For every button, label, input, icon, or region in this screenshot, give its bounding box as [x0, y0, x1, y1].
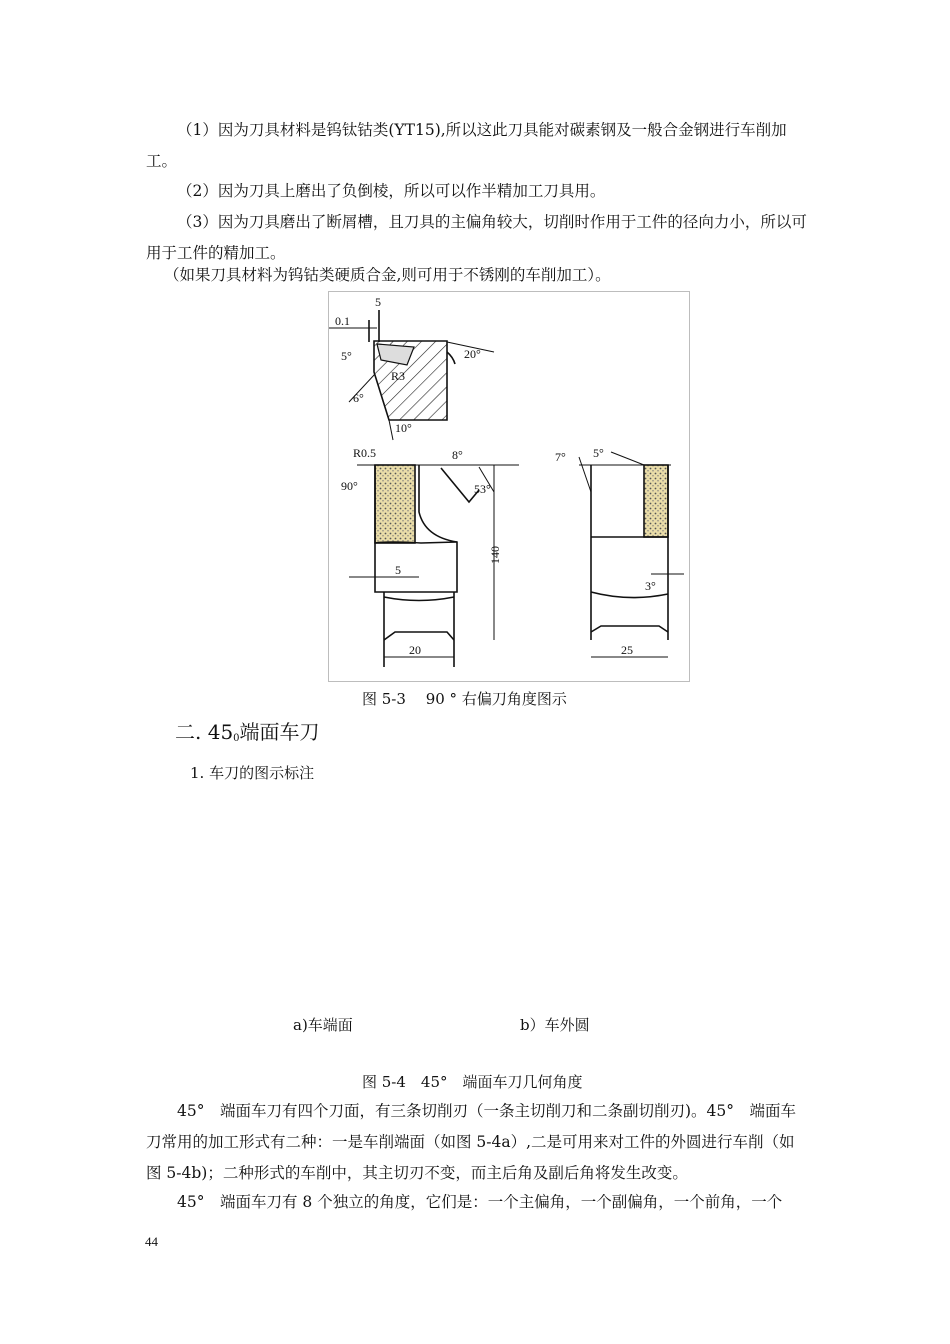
label-angle-5: 5° — [341, 349, 352, 363]
figure-5-4-caption: 图 5-4 45° 端面车刀几何角度 — [362, 1073, 583, 1091]
label-angle-10: 10° — [395, 421, 412, 435]
side-view — [579, 452, 684, 657]
label-angle-8: 8° — [452, 448, 463, 462]
paragraph-6: 45° 端面车刀有 8 个独立的角度，它们是：一个主偏角，一个副偏角，一个前角，一个 — [177, 1193, 783, 1211]
label-angle-7: 7° — [555, 450, 566, 464]
figure-5-4a-label: a)车端面 — [293, 1016, 353, 1034]
label-dim-140: 140 — [488, 546, 502, 564]
paragraph-3: （3）因为刀具磨出了断屑槽，且刀具的主偏角较大，切削时作用于工件的径向力小，所以可用于工件的精加工。 — [146, 213, 807, 262]
section-title: 二. $45_0$端面车刀 — [175, 720, 320, 744]
figure-5-4b-label: b）车外圆 — [520, 1016, 590, 1034]
label-dim-20: 20 — [409, 643, 421, 657]
paragraph-4: （如果刀具材料为钨钴类硬质合金,则可用于不锈刚的车削加工）。 — [164, 266, 611, 284]
label-radius-r05: R0.5 — [353, 446, 377, 460]
label-dim-5-bottom: 5 — [395, 563, 401, 577]
label-dim-25: 25 — [621, 643, 633, 657]
label-angle-53: 53° — [474, 482, 491, 496]
label-angle-90: 90° — [341, 479, 358, 493]
label-angle-6: 6° — [353, 391, 364, 405]
label-angle-20: 20° — [464, 347, 481, 361]
figure-5-3-drawing — [328, 291, 690, 682]
page-number: 44 — [145, 1234, 158, 1249]
label-angle-5-right: 5° — [593, 446, 604, 460]
paragraph-2: （2）因为刀具上磨出了负倒棱，所以可以作半精加工刀具用。 — [177, 182, 606, 200]
paragraph-5: 45° 端面车刀有四个刀面，有三条切削刃（一条主切削刀和二条副切削刃)。45° 端面车刀常用的加工形式有二种：一是车削端面（如图 5-4a）,二是可用来对工件的外圆进行车削（如图 5-4b)；二种形式的车削中，其主切刃不变，而主后角及副后角将发生改变。 — [146, 1102, 796, 1182]
label-dim-5-top: 5 — [375, 295, 381, 309]
label-neg-land: 0.1 — [335, 314, 350, 328]
front-view — [349, 465, 519, 667]
label-angle-3: 3° — [645, 579, 656, 593]
figure-5-3-caption: 图 5-3 90 ° 右偏刀角度图示 — [362, 690, 567, 708]
paragraph-1: （1）因为刀具材料是钨钛钴类(YT15),所以这此刀具能对碳素钢及一般合金钢进行车削加工。 — [146, 121, 787, 170]
subsection-title: 1. 车刀的图示标注 — [190, 764, 315, 782]
label-radius-r3: R3 — [391, 369, 406, 383]
